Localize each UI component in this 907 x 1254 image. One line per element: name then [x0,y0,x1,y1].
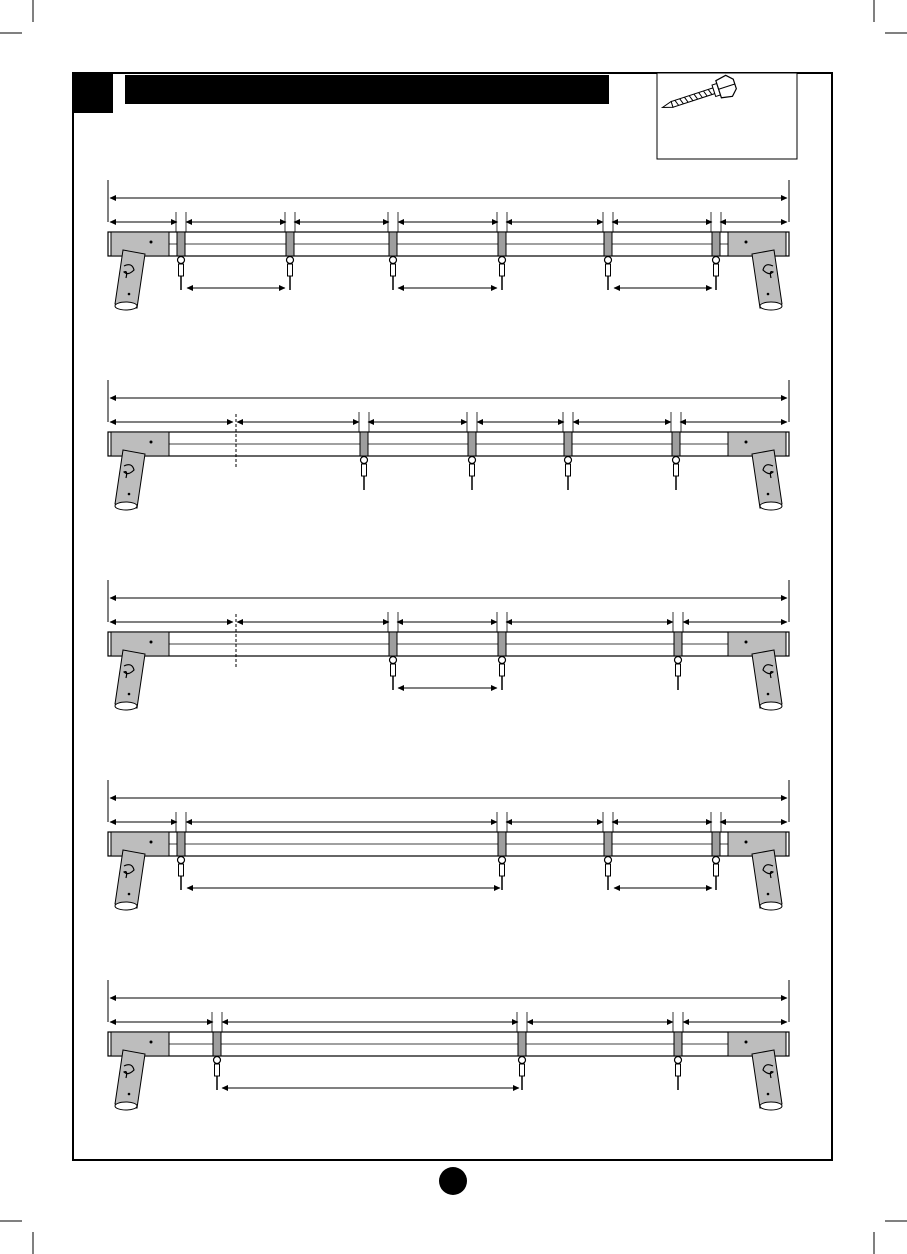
support-bracket [518,1032,526,1056]
bracket-plate [111,432,169,456]
header-bar [125,75,609,104]
bracket-screw [606,264,611,276]
screw-hole [128,893,131,896]
bracket-knob [287,257,294,264]
support-bracket [177,232,185,256]
screw-hole [128,493,131,496]
rail-3 [108,580,789,710]
arm-end [115,1102,137,1110]
bracket-plate [728,632,786,656]
bracket-knob [565,457,572,464]
rail-diagrams [108,180,789,1110]
screw-hole [150,241,153,244]
bracket-screw [470,464,475,476]
support-bracket [177,832,185,856]
bracket-knob [469,457,476,464]
bracket-knob [675,657,682,664]
arm-end [760,902,782,910]
end-bracket-right [728,1032,786,1110]
rail-2 [108,380,789,510]
bracket-knob [519,1057,526,1064]
support-bracket [674,1032,682,1056]
bracket-screw [500,864,505,876]
bracket-plate [728,832,786,856]
bracket-knob [178,257,185,264]
bracket-plate [111,832,169,856]
arm-end [760,702,782,710]
bracket-arm [752,450,782,508]
bracket-knob [713,857,720,864]
bracket-screw [500,264,505,276]
hardware-box [657,73,797,159]
arm-end [760,1102,782,1110]
support-bracket [604,232,612,256]
arm-end [760,502,782,510]
screw-hole [150,641,153,644]
bracket-screw [362,464,367,476]
bracket-arm [752,1050,782,1108]
bracket-knob [499,857,506,864]
screw-hole [128,293,131,296]
bracket-knob [178,857,185,864]
end-bracket-right [728,632,786,710]
screw-hole [128,693,131,696]
end-bracket-left [111,632,169,710]
arm-end [115,502,137,510]
bracket-screw [714,864,719,876]
bracket-screw [391,264,396,276]
end-bracket-left [111,432,169,510]
screw-hole [745,241,748,244]
support-bracket [674,632,682,656]
arm-end [115,302,137,310]
rail-4 [108,780,789,910]
bracket-screw [179,864,184,876]
support-bracket [498,832,506,856]
screw-hole [767,893,770,896]
support-bracket [712,832,720,856]
bracket-knob [605,257,612,264]
support-bracket [389,632,397,656]
bracket-arm [752,650,782,708]
arm-end [115,902,137,910]
bracket-plate [111,1032,169,1056]
bracket-screw [215,1064,220,1076]
support-bracket [498,632,506,656]
support-bracket [604,832,612,856]
support-bracket [389,232,397,256]
bracket-arm [115,1050,145,1108]
bracket-knob [390,257,397,264]
screw-hole [767,293,770,296]
bracket-screw [676,1064,681,1076]
bracket-screw [674,464,679,476]
bracket-plate [111,232,169,256]
screw-hole [745,641,748,644]
bracket-screw [500,664,505,676]
bracket-knob [361,457,368,464]
screw-hole [745,841,748,844]
support-bracket [672,432,680,456]
bracket-plate [728,1032,786,1056]
screw-hole [745,441,748,444]
support-bracket [712,232,720,256]
bracket-screw [391,664,396,676]
rail-5 [108,980,789,1110]
end-bracket-left [111,1032,169,1110]
end-bracket-right [728,232,786,310]
bracket-knob [499,657,506,664]
support-bracket [360,432,368,456]
bracket-plate [728,432,786,456]
support-bracket [213,1032,221,1056]
bracket-screw [179,264,184,276]
arm-end [760,302,782,310]
arm-end [115,702,137,710]
bracket-knob [214,1057,221,1064]
bracket-arm [115,650,145,708]
bracket-knob [673,457,680,464]
bracket-screw [606,864,611,876]
bracket-arm [752,850,782,908]
support-bracket [564,432,572,456]
page-number-circle [439,1167,467,1195]
bracket-screw [566,464,571,476]
bracket-arm [752,250,782,308]
screw-hole [150,1041,153,1044]
step-badge [73,73,113,113]
bracket-arm [115,250,145,308]
screw-hole [745,1041,748,1044]
end-bracket-right [728,832,786,910]
bracket-knob [605,857,612,864]
bracket-screw [676,664,681,676]
bracket-arm [115,450,145,508]
bracket-screw [714,264,719,276]
screw-hole [150,841,153,844]
screw-hole [767,493,770,496]
bracket-knob [390,657,397,664]
support-bracket [286,232,294,256]
bracket-plate [111,632,169,656]
end-bracket-left [111,232,169,310]
support-bracket [498,232,506,256]
bracket-screw [520,1064,525,1076]
screw-hole [150,441,153,444]
bracket-knob [499,257,506,264]
support-bracket [468,432,476,456]
bracket-knob [675,1057,682,1064]
bracket-plate [728,232,786,256]
bracket-screw [288,264,293,276]
screw-hole [128,1093,131,1096]
bracket-arm [115,850,145,908]
screw-hole [767,1093,770,1096]
screw-hole [767,693,770,696]
rail-1 [108,180,789,310]
end-bracket-right [728,432,786,510]
end-bracket-left [111,832,169,910]
bracket-knob [713,257,720,264]
